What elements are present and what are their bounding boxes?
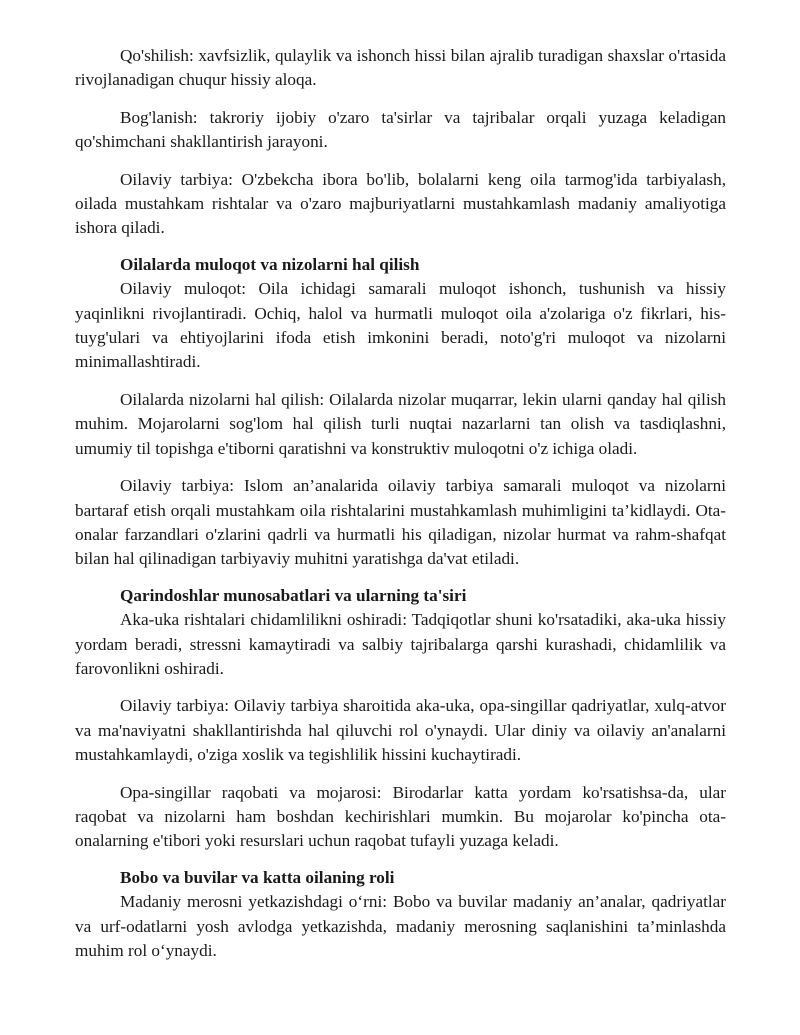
paragraph-family-communication: Oilaviy muloqot: Oila ichidagi samarali muloqot ishonch, tushunish va hissiy yaqinlikni rivojlantiradi. Ochiq, halol va hurmatli muloqot oila a'zolariga o'z fikrlari, his-tuyg'ulari va ehtiyojlarini ifoda etish imkonini beradi, noto'g'ri muloqot va nizolarni minimallashtiradi.	[75, 279, 726, 372]
paragraph-bonding-definition: Bog'lanish: takroriy ijobiy o'zaro ta'sirlar va tajribalar orqali yuzaga keladigan qo'shimchani shakllantirish jarayoni.	[75, 107, 726, 152]
paragraph-sibling-rivalry: Opa-singillar raqobati va mojarosi: Birodarlar katta yordam ko'rsatishsa-da, ular raqobat va nizolarni ham boshdan kechirishlari mumkin. Bu mojarolar ko'pincha ota-onalarning e'tibori yoki resurslari uchun raqobat tufayli yuzaga keladi.	[75, 782, 726, 851]
paragraph-cultural-heritage: Madaniy merosni yetkazishdagi o‘rni: Bobo va buvilar madaniy an’analar, qadriyatlar va urf-odatlarni yosh avlodga yetkazishda, madaniy merosning saqlanishini ta’minlashda muhim rol o‘ynaydi.	[75, 892, 726, 960]
paragraph-islamic-upbringing: Oilaviy tarbiya: Islom an’analarida oilaviy tarbiya samarali muloqot va nizolarni bartaraf etish orqali mustahkam oila rishtalarini mustahkamlash muhimligini ta’kidlaydi. Ota-onalar farzandlari o'zlarini qadrli va hurmatli his qiladigan, nizolar hurmat va rahm-shafqat bilan hal qilinadigan tarbiyaviy muhitni yaratishga da'vat etiladi.	[75, 476, 726, 569]
section-heading-communication: Oilalarda muloqot va nizolarni hal qilish	[120, 254, 420, 274]
paragraph-sibling-upbringing: Oilaviy tarbiya: Oilaviy tarbiya sharoitida aka-uka, opa-singillar qadriyatlar, xulq-atvor va ma'naviyatni shakllantirishda hal qiluvchi rol o'ynaydi. Ular diniy va oilaviy an'analarni mustahkamlaydi, o'ziga xoslik va tegishlilik hissini kuchaytiradi.	[75, 696, 726, 765]
paragraph-sibling-resilience: Aka-uka rishtalari chidamlilikni oshiradi: Tadqiqotlar shuni ko'rsatadiki, aka-uka hissiy yordam beradi, stressni kamaytiradi va salbiy tajribalarga qarshi kurashadi, chidamlilik va farovonlikni oshiradi.	[75, 610, 726, 678]
paragraph-conflict-resolution: Oilalarda nizolarni hal qilish: Oilalarda nizolar muqarrar, lekin ularni qanday hal qilish muhim. Mojarolarni sog'lom hal qilish turli nuqtai nazarlarni tan olish va tasdiqlashni, umumiy til topishga e'tiborni qaratishni va konstruktiv muloqotni o'z ichiga oladi.	[75, 389, 726, 458]
paragraph-attachment-definition: Qo'shilish: xavfsizlik, qulaylik va ishonch hissi bilan ajralib turadigan shaxslar o'rtasida rivojlanadigan chuqur hissiy aloqa.	[75, 46, 726, 90]
document-page	[75, 44, 726, 963]
section-heading-grandparents: Bobo va buvilar va katta oilaning roli	[120, 867, 395, 887]
paragraph-family-upbringing-definition: Oilaviy tarbiya: O'zbekcha ibora bo'lib, bolalarni keng oila tarmog'ida tarbiyalash, oilada mustahkam rishtalar va o'zaro majburiyatlarni mustahkamlash madaniy amaliyotiga ishora qiladi.	[75, 169, 726, 238]
section-heading-sibling-relations: Qarindoshlar munosabatlari va ularning ta'siri	[120, 585, 467, 605]
